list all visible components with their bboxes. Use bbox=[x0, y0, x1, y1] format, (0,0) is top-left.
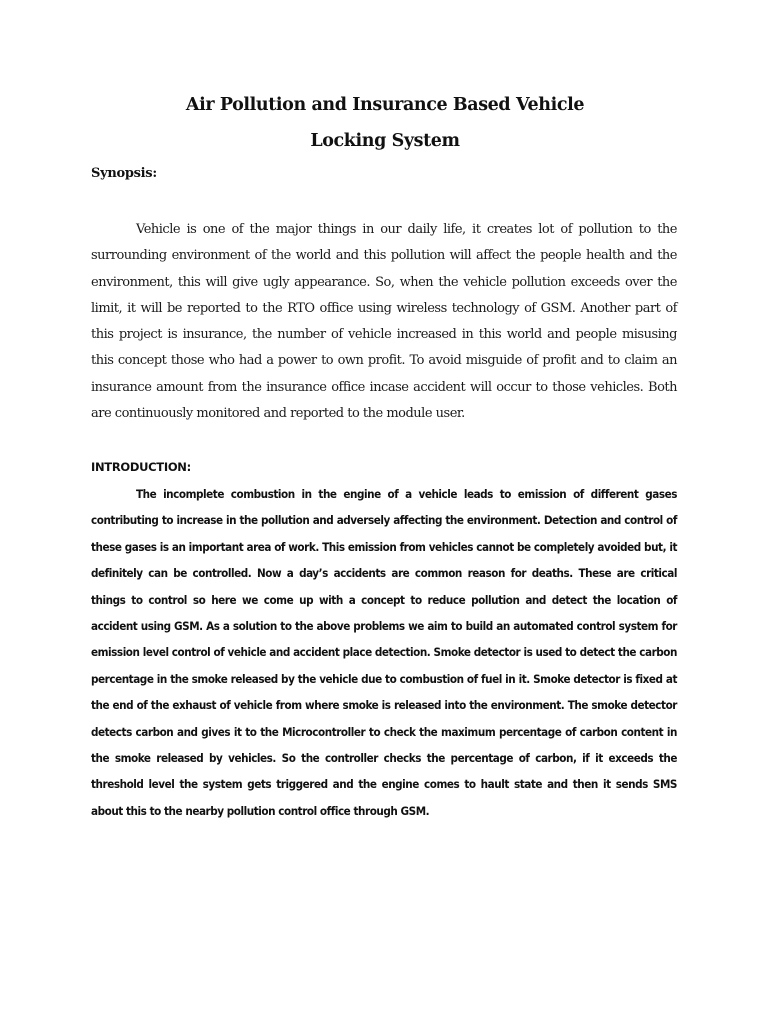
document-title-line-2: Locking System bbox=[310, 131, 460, 151]
introduction-paragraph: The incomplete combustion in the engine of a vehicle leads to emission of different gases contributing to increase in the pollution and adversely affecting the environment. Detection and control of these gases is an important area of work. This emission from vehicles cannot be completely avoided but, it definitely can be controlled. Now a day’s accidents are common reason for deaths. These are critical things to control so here we come up with a concept to reduce pollution and detect the location of accident using GSM. As a solution to the above problems we aim to build an automated control system for emission level control of vehicle and accident place detection. Smoke detector is used to detect the carbon percentage in the smoke released by the vehicle due to combustion of fuel in it. Smoke detector is fixed at the end of the exhaust of vehicle from where smoke is released into the environment. The smoke detector detects carbon and gives it to the Microcontroller to check the maximum percentage of carbon content in the smoke released by vehicles. So the controller checks the percentage of carbon, if it exceeds the threshold level the system gets triggered and the engine comes to hault state and then it sends SMS about this to the nearby pollution control office through GSM. bbox=[91, 487, 677, 818]
document-title-line-1: Air Pollution and Insurance Based Vehicle bbox=[185, 95, 585, 115]
synopsis-paragraph: Vehicle is one of the major things in our daily life, it creates lot of pollution to the surrounding environment of the world and this pollution will affect the people health and the environment, this will give ugly appearance. So, when the vehicle pollution exceeds over the limit, it will be reported to the RTO office using wireless technology of GSM. Another part of this project is insurance, the number of vehicle increased in this world and people misusing this concept those who had a power to own profit. To avoid misguide of profit and to claim an insurance amount from the insurance office incase accident will occur to those vehicles. Both are continuously monitored and reported to the module user. bbox=[91, 222, 677, 422]
synopsis-heading: Synopsis: bbox=[91, 166, 157, 181]
introduction-heading: INTRODUCTION: bbox=[91, 460, 191, 474]
